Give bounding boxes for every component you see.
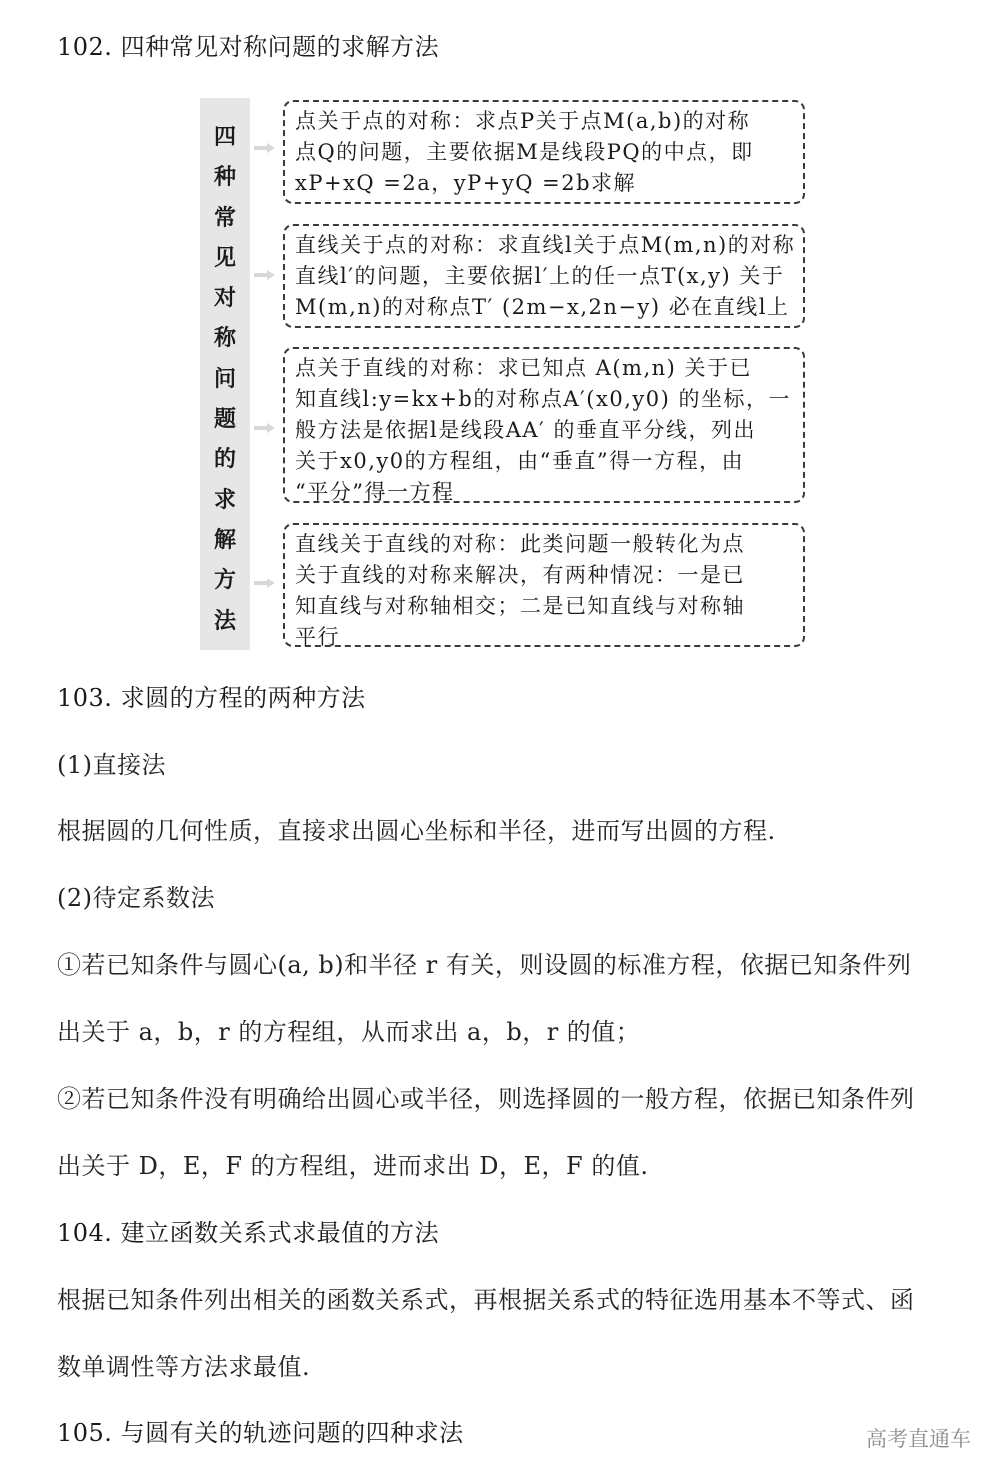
sidebar-char: 问 [213, 366, 236, 392]
section-104-title: 104. 建立函数关系式求最值的方法 [57, 1219, 440, 1247]
arrow-right-icon [254, 578, 278, 588]
section-103-title: 103. 求圆的方程的两种方法 [57, 684, 366, 712]
box-line: 知直线与对称轴相交；二是已知直线与对称轴 [295, 594, 745, 618]
sidebar-char: 对 [213, 286, 236, 312]
sidebar-char: 常 [213, 205, 236, 231]
box-line: 直线关于直线的对称：此类问题一般转化为点 [295, 532, 745, 556]
sidebar-char: 见 [213, 245, 236, 271]
sidebar-char: 解 [213, 527, 236, 553]
sidebar-char: 题 [213, 407, 236, 433]
section-102-title: 102. 四种常见对称问题的求解方法 [57, 33, 440, 61]
diagram-sidebar-label [200, 98, 250, 650]
arrow-right-icon [254, 143, 278, 153]
paragraph-direct-method: 根据圆的几何性质，直接求出圆心坐标和半径，进而写出圆的方程. [57, 817, 776, 845]
symmetry-box-point-line [283, 347, 805, 503]
box-line: 直线l′的问题，主要依据l′上的任一点T(x,y) 关于 [295, 264, 785, 288]
sidebar-char: 四 [213, 125, 236, 150]
subheading-direct-method: (1)直接法 [57, 751, 166, 779]
sidebar-char: 的 [213, 447, 236, 473]
box-line: 点关于直线的对称：求已知点 A(m,n) 关于已 [295, 356, 753, 380]
box-line: 平行 [295, 625, 340, 649]
paragraph-item2-line2: 出关于 D，E，F 的方程组，进而求出 D，E，F 的值. [57, 1152, 649, 1180]
section-105-title: 105. 与圆有关的轨迹问题的四种求法 [57, 1419, 464, 1447]
box-line: M(m,n)的对称点T′ (2m−x,2n−y) 必在直线l上 [295, 295, 790, 319]
box-line: 直线关于点的对称：求直线l关于点M(m,n)的对称 [295, 233, 796, 257]
paragraph-104-line2: 数单调性等方法求最值. [57, 1353, 311, 1381]
box-line: 知直线l:y=kx+b的对称点A′(x0,y0) 的坐标，一 [295, 387, 791, 411]
box-line: 点关于点的对称：求点P关于点M(a,b)的对称 [295, 109, 751, 133]
subheading-undetermined-coefficients: (2)待定系数法 [57, 884, 215, 912]
sidebar-char: 求 [213, 487, 236, 513]
box-line: 关于直线的对称来解决，有两种情况：一是已 [295, 563, 745, 587]
box-line: 点Q的问题，主要依据M是线段PQ的中点，即 [295, 140, 754, 164]
symmetry-box-line-point [283, 224, 805, 328]
box-line: 关于x0,y0的方程组，由“垂直”得一方程，由 [295, 449, 745, 473]
box-line: “平分”得一方程 [295, 480, 455, 504]
box-line: 般方法是依据l是线段AA′ 的垂直平分线，列出 [295, 418, 756, 442]
paragraph-item1-line2: 出关于 a，b，r 的方程组，从而求出 a，b，r 的值； [57, 1018, 641, 1046]
arrow-right-icon [254, 270, 278, 280]
sidebar-char: 方 [213, 568, 236, 594]
sidebar-char: 种 [213, 165, 236, 191]
sidebar-char: 法 [213, 608, 236, 634]
watermark: 高考直通车 [866, 1427, 971, 1451]
sidebar-char: 称 [213, 326, 236, 352]
paragraph-item1-line1: ①若已知条件与圆心(a, b)和半径 r 有关，则设圆的标准方程，依据已知条件列 [57, 951, 912, 979]
symmetry-box-line-line [283, 523, 805, 647]
symmetry-box-point-point [283, 100, 805, 204]
box-line: xP+xQ =2a，yP+yQ =2b求解 [295, 171, 637, 195]
arrow-right-icon [254, 423, 278, 433]
paragraph-item2-line1: ②若已知条件没有明确给出圆心或半径，则选择圆的一般方程，依据已知条件列 [57, 1085, 915, 1113]
paragraph-104-line1: 根据已知条件列出相关的函数关系式，再根据关系式的特征选用基本不等式、函 [57, 1286, 915, 1314]
